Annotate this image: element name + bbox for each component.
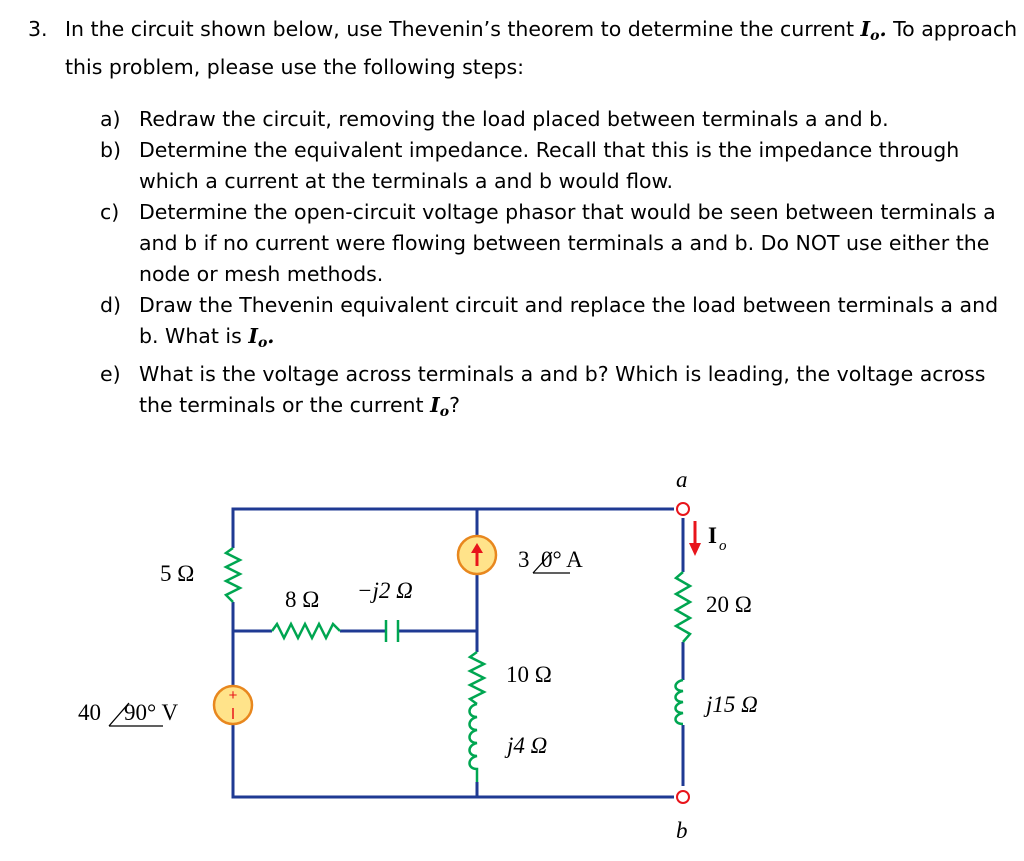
svg-text:0° A: 0° A (541, 547, 583, 572)
inductor-j4 (470, 704, 478, 782)
inductor-j15 (676, 680, 684, 724)
svg-text:I: I (708, 523, 717, 548)
step-c: c) Determine the open-circuit voltage phasor that would be seen between terminals a and b if no current were flowing between terminals a and b. Do NOT use either the node or mesh methods. (100, 200, 996, 286)
label-20-ohm: 20 Ω (706, 592, 752, 617)
step-e: e) What is the voltage across terminals a and b? Which is leading, the voltage across the terminals or the current $I_o$? (100, 362, 986, 420)
load-current-arrow (689, 521, 701, 556)
current-symbol: $I_o$ (430, 393, 450, 420)
voltage-source (214, 686, 252, 724)
label-terminal-a: a (676, 467, 688, 492)
top-wire (233, 509, 674, 548)
label-5-ohm: 5 Ω (160, 561, 195, 586)
circuit-diagram (0, 430, 1024, 861)
step-d: d) Draw the Thevenin equivalent circuit and replace the load between terminals a and b. What is $I_o$. (100, 293, 999, 351)
label-terminal-b: b (676, 818, 688, 843)
current-source (458, 536, 496, 574)
label-current-source (518, 547, 583, 573)
label-j4: j4 Ω (507, 733, 548, 758)
label-capacitor: −j2 Ω (357, 578, 413, 603)
label-j15: j15 Ω (706, 692, 758, 717)
svg-text:+: + (228, 687, 238, 704)
svg-text:90° V: 90° V (124, 700, 179, 725)
resistor-8-ohm (272, 624, 340, 638)
label-10-ohm: 10 Ω (506, 662, 552, 687)
label-voltage-source (78, 700, 179, 726)
svg-text:3: 3 (518, 547, 530, 572)
label-8-ohm: 8 Ω (285, 587, 320, 612)
current-symbol: $I_o$. (860, 17, 887, 44)
resistor-5-ohm (226, 548, 240, 602)
step-a: a) Redraw the circuit, removing the load placed between terminals a and b. (100, 107, 889, 131)
terminal-a-node (677, 503, 689, 515)
label-load-current (708, 523, 727, 554)
resistor-20-ohm (676, 572, 690, 642)
terminal-b-node (677, 791, 689, 803)
step-b: b) Determine the equivalent impedance. Recall that this is the impedance through which a current at the terminals a and b would flow. (100, 138, 960, 193)
resistor-10-ohm (470, 652, 484, 704)
steps-list (100, 104, 1015, 428)
bottom-wire (233, 714, 674, 797)
svg-text:40: 40 (78, 700, 101, 725)
current-symbol: $I_o$. (248, 324, 275, 351)
question-3 (28, 14, 1018, 83)
svg-text:o: o (719, 538, 727, 554)
capacitor (386, 620, 398, 642)
question-intro: In the circuit shown below, use Thevenin’s theorem to determine the current $I_o$. To approach this problem, please use the following steps: (65, 17, 1018, 79)
question-number: 3. (28, 17, 48, 41)
